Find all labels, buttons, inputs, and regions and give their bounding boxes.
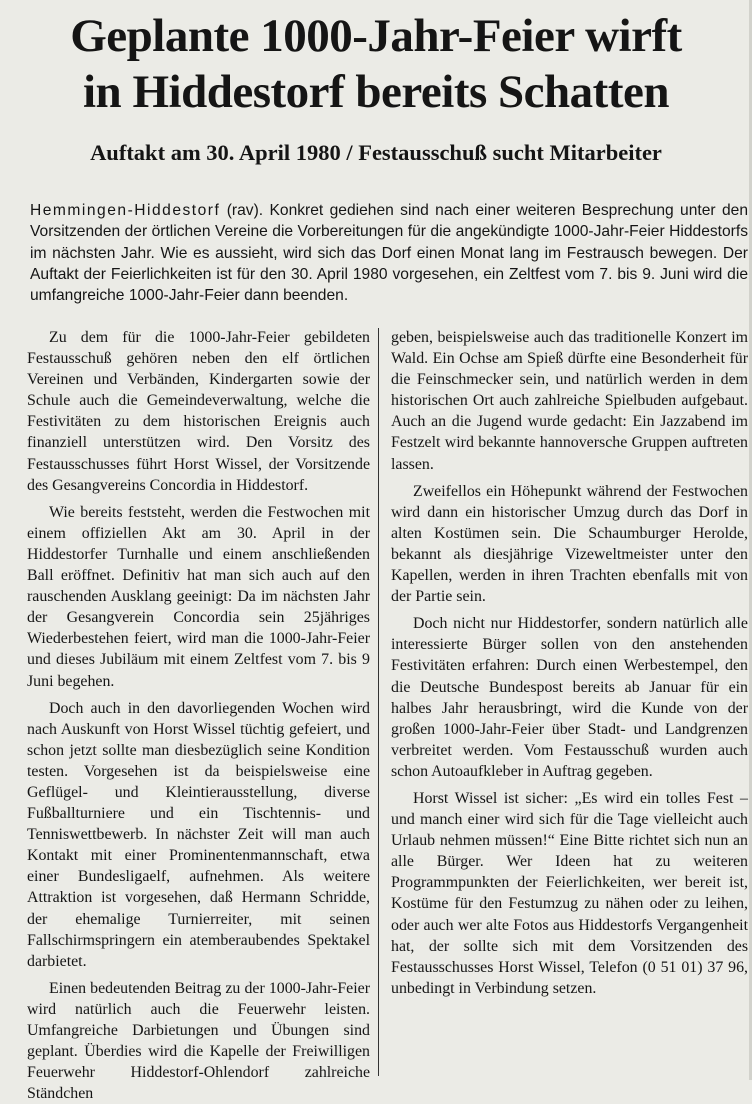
body-paragraph: Horst Wissel ist sicher: „Es wird ein tolles Fest – und manch einer wird sich für die Tage vielleicht auch Urlaub nehmen müssen!“ Eine Bitte richtet sich nun an alle Bürger. Wer Ideen hat zu weiteren Programmpunkten der Feierlichkeiten, wer bereit ist, Kostüme für den Festumzug zu nähen oder zu leihen, oder auch wer alte Fotos aus Hiddestorfs Vergangenheit hat, der sollte sich mit dem Vorsitzenden des Festausschusses Horst Wissel, Telefon (0 51 01) 37 96, unbedingt in Verbindung setzen.: [391, 789, 748, 997]
body-paragraph: Doch nicht nur Hiddestorfer, sondern natürlich alle interessierte Bürger sollen von den anstehenden Festivitäten erfahren: Durch einen Werbestempel, den die Deutsche Bundespost bereits ab Januar für ein halbes Jahr herausbringt, wird die Kunde von der großen 1000-Jahr-Feier über Stadt- und Landgrenzen verbreitet werden. Vom Festausschuß wurden auch schon Autoaufkleber in Auftrag gegeben.: [391, 615, 748, 780]
right-column: [391, 327, 748, 1077]
headline-line-1: Geplante 1000-Jahr-Feier wirft: [70, 10, 682, 62]
left-column: [27, 327, 370, 1103]
body-paragraph-continued: geben, beispielsweise auch das traditionelle Konzert im Wald. Ein Ochse am Spieß dürfte eine Besonderheit für die Feinschmecker sein, und natürlich werden in dem historischen Ort auch zahlreiche Spielbuden aufgebaut. Auch an die Jugend wurde gedacht: Ein Jazzabend im Festzelt wird bekannte hannoversche Gruppen auftreten lassen.: [391, 329, 748, 473]
body-paragraph: Doch auch in den davorliegenden Wochen wird nach Auskunft von Horst Wissel tüchtig gefeiert, und schon jetzt sollte man diesbezüglich seine Kondition testen. Vorgesehen ist da beispielsweise eine Geflügel- und Kleintierausstellung, diverse Fußballturniere und ein Tischtennis- und Tenniswettbewerb. In nächster Zeit will man auch Kontakt mit einer Prominentenmannschaft, etwa einer Bundesligaelf, aufnehmen. Als weitere Attraktion ist vorgesehen, daß Hermann Schridde, der ehemalige Turnierreiter, mit seinen Fallschirmspringern ein atemberaubendes Spektakel darbietet.: [27, 699, 370, 970]
dateline: Hemmingen-Hiddestorf: [30, 202, 221, 219]
column-divider: [378, 328, 379, 1076]
subheadline: Auftakt am 30. April 1980 / Festausschuß sucht Mitarbeiter: [90, 140, 662, 165]
lead-paragraph: [30, 200, 748, 306]
lead-text: (rav). Konkret gediehen sind nach einer weiteren Besprechung unter den Vorsitzenden der örtlichen Vereine die Vorbereitungen für die angekündigte 1000-Jahr-Feier Hiddestorfs im nächsten Jahr. Wie es aussieht, wird sich das Dorf einen Monat lang im Festrausch bewegen. Der Auftakt der Feierlichkeiten ist für den 30. April 1980 vorgesehen, ein Zeltfest vom 7. bis 9. Juni wird die umfangreiche 1000-Jahr-Feier dann beenden.: [30, 202, 748, 305]
headline: [0, 8, 752, 120]
body-paragraph: Zweifellos ein Höhepunkt während der Festwochen wird dann ein historischer Umzug durch das Dorf in alten Kostümen sein. Die Schaumburger Herolde, bekannt als diesjährige Vizeweltmeister unter den Kapellen, werden in ihren Trachten ebenfalls mit von der Partie sein.: [391, 482, 748, 606]
body-paragraph: Einen bedeutenden Beitrag zu der 1000-Jahr-Feier wird natürlich auch die Feuerwehr leisten. Umfangreiche Darbietungen und Übungen sind geplant. Überdies wird die Kapelle der Freiwilligen Feuerwehr Hiddestorf-Ohlendorf zahlreiche Ständchen: [27, 979, 370, 1103]
body-paragraph: Wie bereits feststeht, werden die Festwochen mit einem offiziellen Akt am 30. April in der Hiddestorfer Turnhalle und einem anschließenden Ball eröffnet. Definitiv hat man sich auch auf den rauschenden Ausklang geeinigt: Da im nächsten Jahr der Gesangverein Concordia sein 25jähriges Wiederbestehen feiert, wird man die 1000-Jahr-Feier und dieses Jubiläum mit einem Zeltfest vom 7. bis 9 Juni begehen.: [27, 503, 370, 690]
body-paragraph: Zu dem für die 1000-Jahr-Feier gebildeten Festausschuß gehören neben den elf örtlichen Vereinen und Verbänden, Kindergarten sowie der Schule auch die Gemeindeverwaltung, welche die Festivitäten zu dem historischen Ereignis auch finanziell unterstützen wird. Den Vorsitz des Festausschusses führt Horst Wissel, der Vorsitzende des Gesangvereins Concordia in Hiddestorf.: [27, 329, 370, 494]
headline-line-2: in Hiddestorf bereits Schatten: [83, 66, 669, 118]
